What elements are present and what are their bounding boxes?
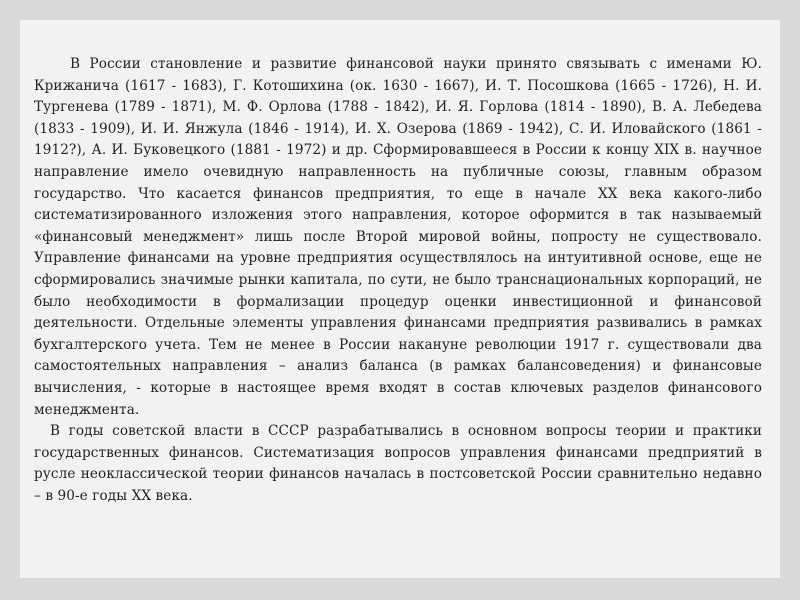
paragraph-1: В России становление и развитие финансовой науки принято связывать с именами Ю. Крижанича (1617 - 1683), Г. Котошихина (ок. 1630 - 1667), И. Т. Посошкова (1665 - 1726), Н. И. Тургенева (1789 - 1871), М. Ф. Орлова (1788 - 1842), И. Я. Горлова (1814 - 1890), В. А. Лебедева (1833 - 1909), И. И. Янжула (1846 - 1914), И. Х. Озерова (1869 - 1942), С. И. Иловайского (1861 - 1912?), А. И. Буковецкого (1881 - 1972) и др. Сформировавшееся в России к концу XIX в. научное направление имело очевидную направленность на публичные союзы, главным образом государство. Что касается финансов предприятия, то еще в начале XX века какого-либо систематизированного изложения этого направления, которое оформится в так называемый «финансовый менеджмент» лишь после Второй мировой войны, попросту не существовало. Управление финансами на уровне предприятия осуществлялось на интуитивной основе, еще не сформировались значимые рынки капитала, по сути, не было транснациональных корпораций, не было необходимости в формализации процедур оценки инвестиционной и финансовой деятельности. Отдельные элементы управления финансами предприятия развивались в рамках бухгалтерского учета. Тем не менее в России накануне революции 1917 г. существовали два самостоятельных направления – анализ баланса (в рамках балансоведения) и финансовые вычисления, - которые в настоящее время входят в состав ключевых разделов финансового менеджмента. [34,56,762,418]
slide-page [20,20,780,578]
text-block [34,54,762,507]
paragraph-2: В годы советской власти в СССР разрабатывались в основном вопросы теории и практики государственных финансов. Систематизация вопросов управления финансами предприятий в русле неоклассической теории финансов началась в постсоветской России сравнительно недавно – в 90-е годы XX века. [34,423,762,504]
